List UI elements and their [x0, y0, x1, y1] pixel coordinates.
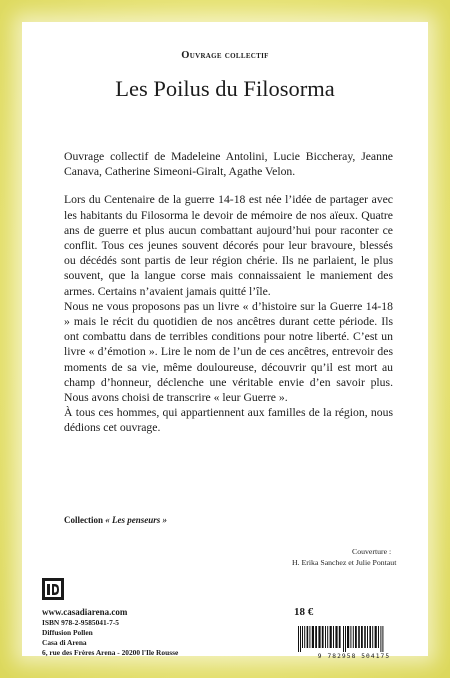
authors-paragraph: Ouvrage collectif de Madeleine Antolini, Lucie Biccheray, Jeanne Canava, Catherine Simeoni-Giralt, Agathe Velon.: [64, 150, 393, 179]
publisher-website: www.casadiarena.com: [42, 607, 128, 617]
back-cover-panel: [22, 22, 428, 660]
barcode-digits: 9 782958 504175: [317, 653, 391, 660]
price: 18 €: [294, 606, 314, 618]
publisher-address: 6, rue des Frères Arena - 20200 l'Ile Rousse: [42, 648, 179, 657]
blurb-paragraph-1: Lors du Centenaire de la guerre 14-18 est née l’idée de partager avec les habitants du Filosorma le devoir de mémoire de nos aïeux. Quatre ans de guerre et plus aucun combattant aujourd’hui pour raconter ce conflit. Tous ces jeunes souvent décorés pour leur bravoure, blessés ou décédés sont partis de leur région chérie. Ils ne parlaient, le plus souvent, que la langue corse mais connaissaient le maniement des armes. Certains n’avaient jamais quitté l’île.: [64, 193, 393, 298]
publisher-info: [42, 607, 262, 658]
barcode: [294, 626, 414, 660]
isbn: ISBN 978-2-9585041-7-5: [42, 618, 119, 627]
blurb-paragraph-2: Nous ne vous proposons pas un livre « d’histoire sur la Guerre 14-18 » mais le récit du quotidien de nos ancêtres durant cette période. Ils ont combattu dans de terribles conditions pour notre liberté. C’est un livre « d’émotion ». Lire le nom de l’un de ces ancêtres, entrevoir des moments de sa vie, même douloureuse, découvrir qu’il est mort au champ d’honneur, déclenche une véritable envie d’en savoir plus. Nous avons choisi de transcrire « leur Guerre ».: [64, 299, 393, 405]
collection-line: [64, 515, 167, 525]
cover-credit-label: Couverture :: [352, 547, 392, 556]
blurb: [64, 149, 393, 436]
cover-credit-names: H. Erika Sanchez et Julie Pontaut: [292, 557, 397, 567]
collection-prefix: Collection: [64, 515, 103, 525]
barcode-bars: [294, 626, 414, 652]
collection-name: « Les penseurs »: [105, 515, 168, 525]
distribution: Diffusion Pollen: [42, 628, 93, 637]
blurb-paragraph-3: À tous ces hommes, qui appartiennent aux familles de la région, nous dédions cet ouvrage.: [64, 406, 393, 435]
publisher-name: Casa di Arena: [42, 638, 87, 647]
kicker: Ouvrage collectif: [181, 50, 269, 61]
cover-credit: [292, 547, 442, 568]
publisher-logo-icon: [42, 578, 64, 600]
book-title: Les Poilus du Filosorma: [115, 76, 335, 101]
